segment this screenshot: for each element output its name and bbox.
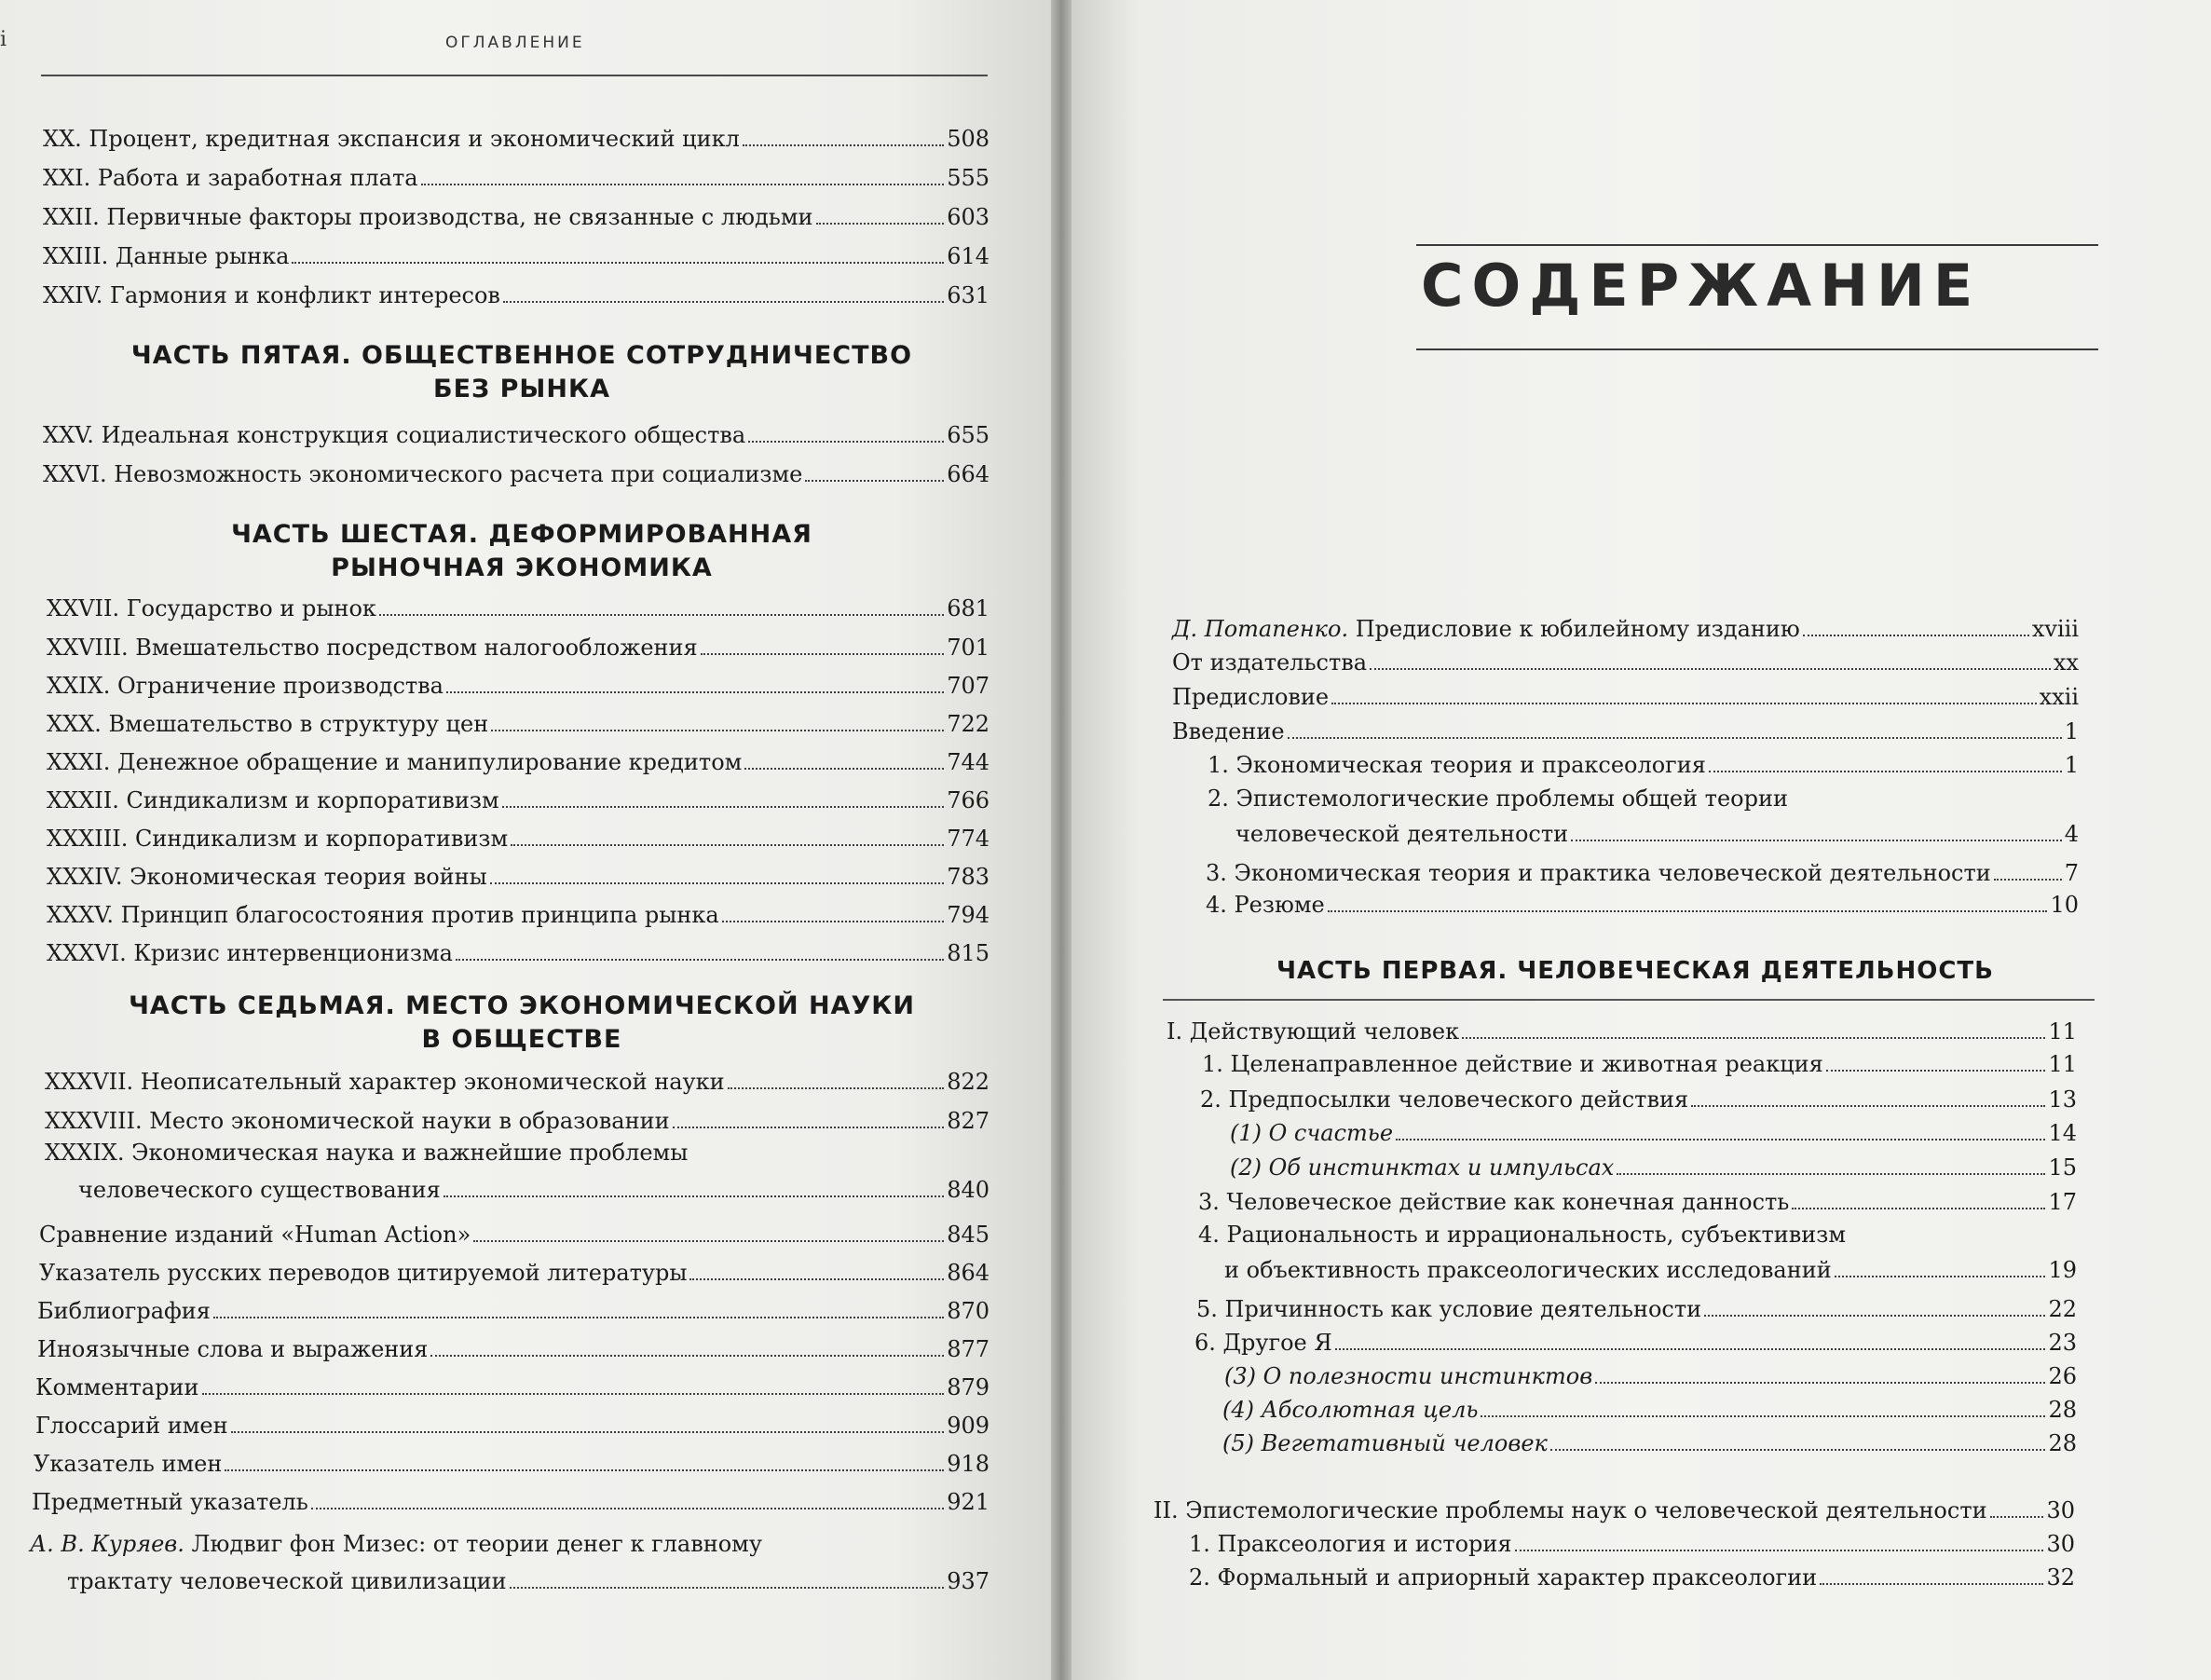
toc-entry[interactable]: 3. Человеческое действие как конечная данность 17: [1198, 1189, 2077, 1215]
toc-entry[interactable]: Сравнение изданий «Human Action» 845: [39, 1222, 989, 1248]
toc-entry-line[interactable]: А. В. Куряев. Людвиг фон Мизес: от теории денег к главному: [30, 1531, 762, 1557]
toc-entry[interactable]: XXIV. Гармония и конфликт интересов 631: [43, 282, 989, 308]
toc-entry[interactable]: XXVIII. Вмешательство посредством налогообложения 701: [47, 635, 989, 661]
toc-entry[interactable]: (3) О полезности инстинктов 26: [1224, 1363, 2077, 1389]
toc-entry[interactable]: (4) Абсолютная цель 28: [1222, 1397, 2077, 1423]
toc-entry[interactable]: 6. Другое Я 23: [1194, 1330, 2077, 1356]
toc-entry[interactable]: XXIII. Данные рынка 614: [43, 243, 989, 269]
toc-entry[interactable]: XXVI. Невозможность экономического расчета при социализме 664: [43, 461, 989, 487]
toc-entry[interactable]: I. Действующий человек 11: [1167, 1018, 2077, 1045]
left-page: [0, 0, 1051, 1680]
toc-entry[interactable]: XXXVIII. Место экономической науки в образовании 827: [45, 1108, 989, 1134]
toc-entry[interactable]: XXII. Первичные факторы производства, не связанные с людьми 603: [43, 204, 989, 230]
toc-entry[interactable]: 1. Целенаправленное действие и животная реакция 11: [1202, 1051, 2077, 1077]
toc-entry[interactable]: XXXVII. Неописательный характер экономической науки 822: [45, 1069, 989, 1095]
title-rule-top: [1416, 244, 2098, 246]
toc-entry[interactable]: Указатель русских переводов цитируемой литературы 864: [39, 1260, 989, 1286]
toc-entry[interactable]: Библиография 870: [37, 1298, 989, 1324]
toc-entry[interactable]: 5. Причинность как условие деятельности 22: [1196, 1296, 2077, 1322]
part-heading: ЧАСТЬ ШЕСТАЯ. ДЕФОРМИРОВАННАЯ РЫНОЧНАЯ ЭКОНОМИКА: [231, 520, 812, 582]
toc-entry[interactable]: XXXII. Синдикализм и корпоративизм 766: [47, 787, 989, 813]
toc-entry[interactable]: От издательства xx: [1172, 649, 2079, 676]
toc-entry[interactable]: XXVII. Государство и рынок 681: [47, 595, 989, 621]
toc-entry[interactable]: XXV. Идеальная конструкция социалистического общества 655: [43, 422, 989, 448]
toc-entry[interactable]: Указатель имен 918: [34, 1451, 989, 1477]
toc-entry-line[interactable]: 2. Эпистемологические проблемы общей теории: [1208, 785, 1788, 812]
book-gutter: [1051, 0, 1071, 1680]
toc-entry[interactable]: XXXIII. Синдикализм и корпоративизм 774: [47, 826, 989, 852]
toc-entry[interactable]: II. Эпистемологические проблемы наук о человеческой деятельности 30: [1153, 1497, 2075, 1523]
toc-entry[interactable]: 3. Экономическая теория и практика человеческой деятельности 7: [1206, 860, 2079, 886]
toc-entry[interactable]: XXX. Вмешательство в структуру цен 722: [47, 711, 989, 737]
toc-entry[interactable]: Д. Потапенко. Предисловие к юбилейному изданию xviii: [1172, 616, 2079, 642]
toc-entry[interactable]: человеческой деятельности 4: [1235, 821, 2079, 847]
page-title: СОДЕРЖАНИЕ: [1421, 252, 1982, 320]
toc-entry[interactable]: (1) О счастье 14: [1230, 1120, 2077, 1146]
toc-entry[interactable]: XXXV. Принцип благосостояния против принципа рынка 794: [47, 902, 989, 928]
toc-entry[interactable]: человеческого существования 840: [78, 1177, 989, 1203]
part-heading: ЧАСТЬ ПЯТАЯ. ОБЩЕСТВЕННОЕ СОТРУДНИЧЕСТВО БЕЗ РЫНКА: [130, 341, 913, 403]
header-rule: [41, 75, 988, 76]
toc-entry[interactable]: XX. Процент, кредитная экспансия и экономический цикл 508: [43, 126, 989, 152]
toc-entry[interactable]: Глоссарий имен 909: [35, 1413, 989, 1439]
toc-entry[interactable]: 1. Экономическая теория и праксеология 1: [1208, 752, 2079, 778]
toc-entry[interactable]: XXXI. Денежное обращение и манипулирование кредитом 744: [47, 749, 989, 775]
toc-entry[interactable]: 1. Праксеология и история 30: [1189, 1531, 2075, 1557]
running-head: ОГЛАВЛЕНИЕ: [445, 34, 585, 52]
toc-entry[interactable]: Предисловие xxii: [1172, 684, 2079, 710]
toc-entry[interactable]: трактату человеческой цивилизации 937: [67, 1568, 989, 1594]
toc-entry[interactable]: XXIX. Ограничение производства 707: [47, 673, 989, 699]
toc-entry[interactable]: и объективность праксеологических исследований 19: [1224, 1257, 2077, 1283]
toc-entry[interactable]: 2. Предпосылки человеческого действия 13: [1200, 1086, 2077, 1113]
toc-entry[interactable]: Предметный указатель 921: [32, 1489, 989, 1515]
toc-entry[interactable]: 2. Формальный и априорный характер праксеологии 32: [1189, 1564, 2075, 1591]
toc-entry[interactable]: XXXVI. Кризис интервенционизма 815: [47, 940, 989, 966]
toc-entry-line[interactable]: XXXIX. Экономическая наука и важнейшие проблемы: [45, 1140, 689, 1166]
toc-entry-line[interactable]: 4. Рациональность и иррациональность, субъективизм: [1198, 1222, 1847, 1248]
page-mark: i: [0, 28, 7, 51]
toc-entry[interactable]: XXXIV. Экономическая теория войны 783: [47, 864, 989, 890]
toc-entry[interactable]: 4. Резюме 10: [1206, 892, 2079, 918]
toc-entry[interactable]: (5) Вегетативный человек 28: [1222, 1430, 2077, 1456]
toc-entry[interactable]: XXI. Работа и заработная плата 555: [43, 165, 989, 191]
toc-entry[interactable]: Иноязычные слова и выражения 877: [37, 1336, 989, 1362]
part-heading: ЧАСТЬ ПЕРВАЯ. ЧЕЛОВЕЧЕСКАЯ ДЕЯТЕЛЬНОСТЬ: [1276, 957, 1994, 985]
toc-entry[interactable]: (2) Об инстинктах и импульсах 15: [1230, 1154, 2077, 1181]
title-rule-bottom: [1416, 348, 2098, 350]
part-rule: [1163, 999, 2095, 1001]
part-heading: ЧАСТЬ СЕДЬМАЯ. МЕСТО ЭКОНОМИЧЕСКОЙ НАУКИ В ОБЩЕСТВЕ: [129, 991, 915, 1054]
toc-entry[interactable]: Введение 1: [1172, 718, 2079, 744]
toc-entry[interactable]: Комментарии 879: [35, 1374, 989, 1400]
